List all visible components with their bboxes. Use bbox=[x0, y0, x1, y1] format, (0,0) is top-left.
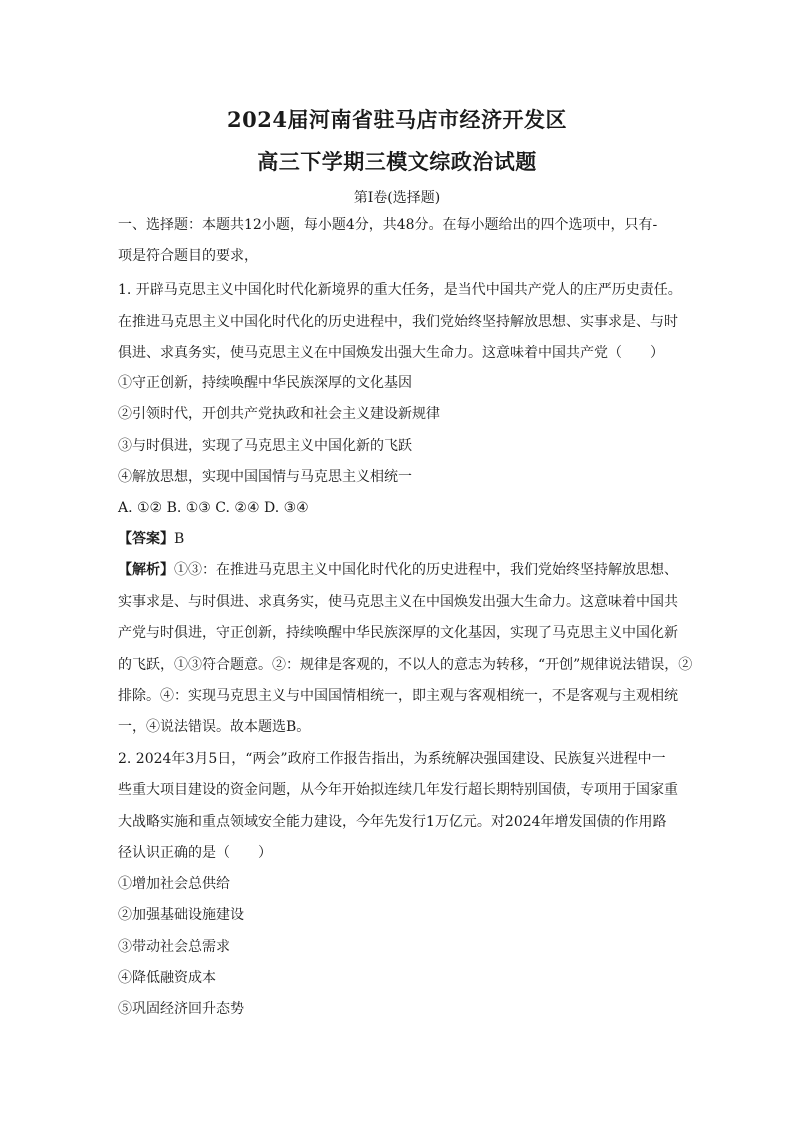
q2-option-3: ③带动社会总需求 bbox=[118, 939, 230, 955]
part-label: 第Ⅰ卷(选择题) bbox=[353, 190, 441, 206]
q2-option-4: ④降低融资成本 bbox=[118, 970, 216, 986]
q1-option-3: ③与时俱进，实现了马克思主义中国化新的飞跃 bbox=[118, 438, 412, 454]
q2-stem-line4: 径认识正确的是（ ） bbox=[118, 845, 272, 861]
q1-option-2: ②引领时代，开创共产党执政和社会主义建设新规律 bbox=[118, 406, 440, 422]
q1-analysis-line2: 实事求是、与时俱进、求真务实，使马克思主义在中国焕发出强大生命力。这意味着中国共 bbox=[118, 594, 678, 610]
answer-label: 【答案】 bbox=[118, 531, 174, 547]
q1-option-4: ④解放思想，实现中国国情与马克思主义相统一 bbox=[118, 469, 412, 485]
q2-stem-line3: 大战略实施和重点领域安全能力建设，今年先发行1万亿元。对2024年增发国债的作用路 bbox=[118, 814, 667, 830]
q2-option-2: ②加强基础设施建设 bbox=[118, 907, 244, 923]
q2-stem-line1: 2. 2024年3月5日，“两会”政府工作报告指出，为系统解决强国建设、民族复兴进程中一 bbox=[118, 751, 666, 767]
q1-stem-line3: 俱进、求真务实，使马克思主义在中国焕发出强大生命力。这意味着中国共产党（ ） bbox=[118, 345, 664, 361]
q1-choices: A. ①② B. ①③ C. ②④ D. ③④ bbox=[118, 500, 309, 516]
q1-analysis-line5: 排除。④：实现马克思主义与中国国情相统一，即主观与客观相统一，不是客观与主观相统 bbox=[118, 688, 678, 704]
q1-stem-line1: 1. 开辟马克思主义中国化时代化新境界的重大任务，是当代中国共产党人的庄严历史责任。 bbox=[118, 282, 682, 298]
instructions-line2: 项是符合题目的要求， bbox=[118, 248, 258, 264]
q1-analysis-line4: 的飞跃，①③符合题意。②：规律是客观的，不以人的意志为转移，“开创”规律说法错误，② bbox=[118, 657, 693, 673]
analysis-text-1: ①③：在推进马克思主义中国化时代化的历史进程中，我们党始终坚持解放思想、 bbox=[174, 562, 678, 578]
q1-stem-line2: 在推进马克思主义中国化时代化的历史进程中，我们党始终坚持解放思想、实事求是、与时 bbox=[118, 314, 678, 330]
q2-option-5: ⑤巩固经济回升态势 bbox=[118, 1001, 244, 1017]
q1-option-1: ①守正创新，持续唤醒中华民族深厚的文化基因 bbox=[118, 375, 412, 391]
q2-option-1: ①增加社会总供给 bbox=[118, 876, 230, 892]
q1-analysis-line6: 一，④说法错误。故本题选B。 bbox=[118, 719, 311, 735]
instructions-line1: 一、选择题：本题共12小题，每小题4分，共48分。在每小题给出的四个选项中，只有- bbox=[118, 217, 658, 233]
q1-analysis-line3: 产党与时俱进，守正创新，持续唤醒中华民族深厚的文化基因，实现了马克思主义中国化新 bbox=[118, 625, 678, 641]
analysis-label: 【解析】 bbox=[118, 562, 174, 578]
q1-analysis-line1 bbox=[118, 560, 693, 580]
exam-title-line2: 高三下学期三模文综政治试题 bbox=[257, 149, 537, 174]
exam-title-line1: 2024届河南省驻马店市经济开发区 bbox=[227, 107, 567, 132]
answer-value: B bbox=[174, 531, 185, 547]
q2-stem-line2: 些重大项目建设的资金问题，从今年开始拟连续几年发行超长期特别国债，专项用于国家重 bbox=[118, 782, 678, 798]
q1-answer bbox=[118, 529, 693, 549]
